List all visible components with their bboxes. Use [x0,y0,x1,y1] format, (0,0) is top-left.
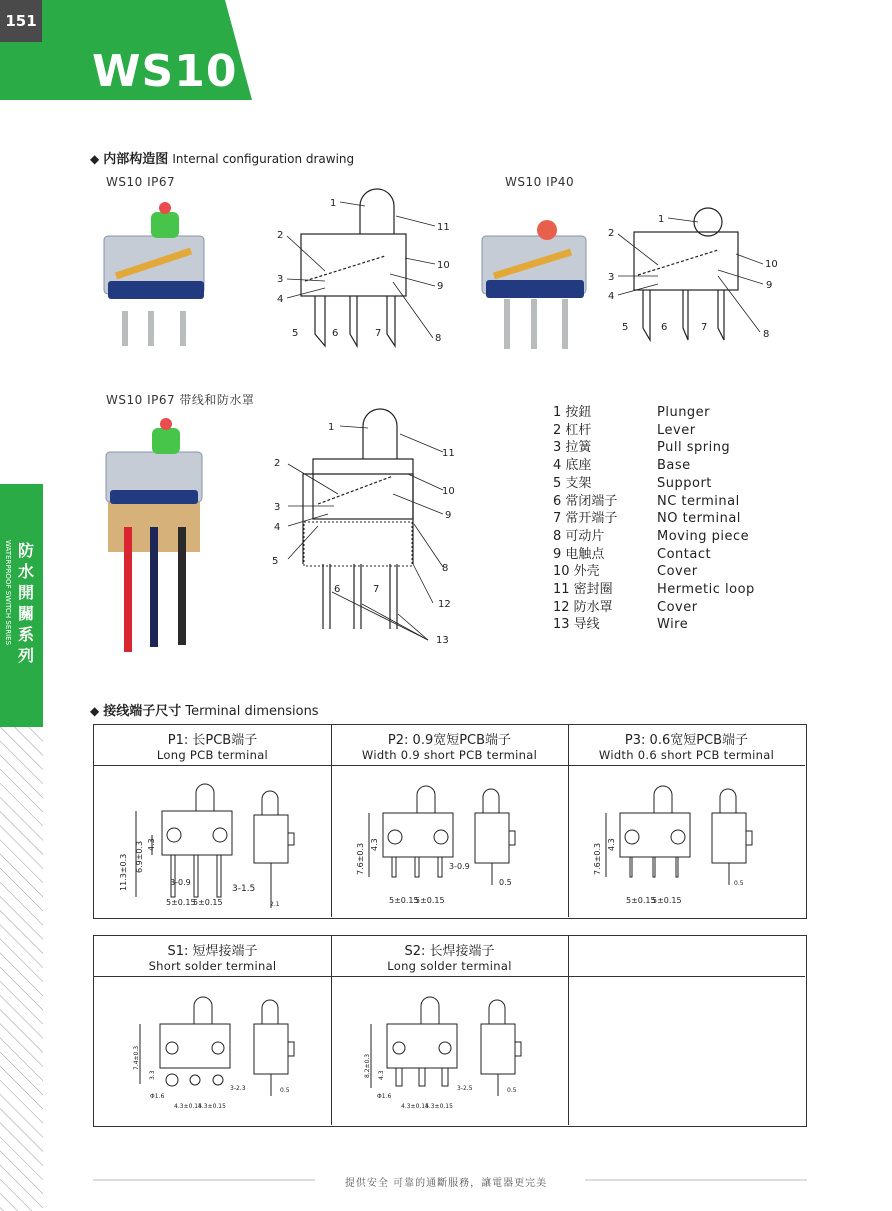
terminal-table-solder [93,935,807,1127]
callout-1: 1 [658,214,665,225]
callout-11: 11 [437,222,450,233]
dim-label: 5±0.15 [193,898,223,907]
dim-label: 0.5 [734,880,744,887]
page-title: WS10 [92,46,238,97]
terminal-header-s1: S1: 短焊接端子 Short solder terminal [148,944,277,973]
callout-6: 6 [334,584,341,595]
callout-4: 4 [608,291,615,302]
callout-6: 6 [661,322,668,333]
legend-row: 4 底座 Base [553,458,691,474]
product-photo-ip40 [476,214,596,354]
legend-row: 3 拉簧 Pull spring [553,440,731,456]
callout-7: 7 [373,584,380,595]
callout-8: 8 [442,563,449,574]
footer-slogan: 提供安全 可靠的通斷服務，讓電器更完美 [344,1178,548,1189]
model-label-ip67: WS10 IP67 [106,175,176,189]
callout-6: 6 [332,328,339,339]
drawing-s2 [351,984,561,1120]
dim-label: 7.6±0.3 [356,842,365,875]
callout-2: 2 [277,230,284,241]
drawing-s1 [114,984,324,1120]
dim-label: 3-0.9 [170,878,191,887]
drawing-p2 [351,773,561,913]
callout-13: 13 [436,635,449,646]
diagram-internal-ip40 [598,200,788,350]
legend-row: 12 防水罩 Cover [553,599,698,615]
dim-label: 2.1 [270,901,280,908]
callout-3: 3 [277,274,284,285]
model-label-ip67-wire: WS10 IP67 带线和防水罩 [106,393,255,407]
diagram-internal-ip67 [265,186,465,356]
callout-11: 11 [442,448,455,459]
terminal-header-p2: P2: 0.9宽短PCB端子 Width 0.9 short PCB terminal [361,733,538,762]
legend-row: 13 导线 Wire [553,617,689,633]
callout-3: 3 [274,502,281,513]
callout-7: 7 [375,328,382,339]
dim-label: 0.5 [507,1087,517,1094]
terminal-header-p3: P3: 0.6宽短PCB端子 Width 0.6 short PCB terminal [598,733,775,762]
dim-label: 4.3 [378,1070,385,1080]
page-number: 151 [0,0,42,42]
legend-row: 6 常闭端子 NC terminal [553,493,740,509]
callout-10: 10 [765,259,778,270]
callout-5: 5 [622,322,629,333]
dim-label: 4.3±0.15 [198,1103,226,1110]
callout-9: 9 [766,280,773,291]
drawing-p3 [588,773,798,913]
callout-4: 4 [274,522,281,533]
parts-legend [553,404,755,634]
callout-8: 8 [435,333,442,344]
dim-label: 3-2.5 [457,1085,473,1092]
legend-row: 8 可动片 Moving piece [553,528,750,544]
dim-label: 4.3±0.15 [425,1103,453,1110]
dim-label: 3-0.9 [449,862,470,871]
dim-label: 7.6±0.3 [593,842,602,875]
dim-label: Φ1.6 [377,1093,392,1100]
dim-label: 0.5 [280,1087,290,1094]
callout-3: 3 [608,272,615,283]
callout-10: 10 [442,486,455,497]
dim-label: 4.3 [147,838,156,851]
legend-row: 11 密封圈 Hermetic loop [553,582,755,598]
callout-5: 5 [292,328,299,339]
callout-9: 9 [437,281,444,292]
dim-label: 5±0.15 [166,898,196,907]
callout-10: 10 [437,260,450,271]
callout-5: 5 [272,556,279,567]
callout-12: 12 [438,599,451,610]
hatch-pattern [0,727,43,1211]
diagram-internal-ip67-wire [268,404,468,649]
dim-label: 5±0.15 [652,896,682,905]
product-photo-ip67-wire [104,412,204,657]
callout-2: 2 [608,228,615,239]
callout-1: 1 [330,198,337,209]
legend-row: 9 电触点 Contact [553,546,712,562]
legend-row: 7 常开端子 NO terminal [553,511,741,527]
callout-9: 9 [445,510,452,521]
dim-label: 8.2±0.3 [364,1053,371,1078]
dim-label: 4.3±0.15 [174,1103,202,1110]
legend-row: 5 支架 Support [553,475,712,491]
model-label-ip40: WS10 IP40 [505,175,575,189]
dim-label: 4.3 [607,838,616,851]
dim-label: 4.3 [370,838,379,851]
side-tab-cn: 防 水 開 關 系 列 [17,541,34,665]
terminal-header-s2: S2: 长焊接端子 Long solder terminal [387,944,512,973]
callout-2: 2 [274,458,281,469]
terminal-header-p1: P1: 长PCB端子 Long PCB terminal [156,733,269,762]
legend-row: 2 杠杆 Lever [553,422,696,438]
drawing-p1 [114,773,324,913]
terminal-table-pcb [93,724,807,919]
callout-1: 1 [328,422,335,433]
section-heading-internal: ◆ 内部构造图 Internal configuration drawing [90,152,355,167]
callout-4: 4 [277,294,284,305]
dim-label: 0.5 [499,878,512,887]
dim-label: 3.3 [149,1070,156,1080]
dim-label: Φ1.6 [150,1093,165,1100]
dim-label: 3-1.5 [232,884,256,894]
product-photo-ip67 [96,196,216,346]
section-heading-terminal: ◆ 接线端子尺寸 Terminal dimensions [90,704,319,719]
legend-row: 10 外壳 Cover [553,564,698,580]
legend-row: 1 按鈕 Plunger [553,405,711,420]
dim-label: 11.3±0.3 [119,853,128,891]
dim-label: 7.4±0.3 [133,1045,140,1070]
side-tab-en: WATERPROOF SWITCH SERIES [4,540,12,646]
dim-label: 4.3±0.15 [401,1103,429,1110]
dim-label: 6.9±0.3 [135,840,144,873]
callout-8: 8 [763,329,770,340]
callout-7: 7 [701,322,708,333]
dim-label: 5±0.15 [415,896,445,905]
dim-label: 3-2.3 [230,1085,246,1092]
dim-label: 5±0.15 [626,896,656,905]
dim-label: 5±0.15 [389,896,419,905]
